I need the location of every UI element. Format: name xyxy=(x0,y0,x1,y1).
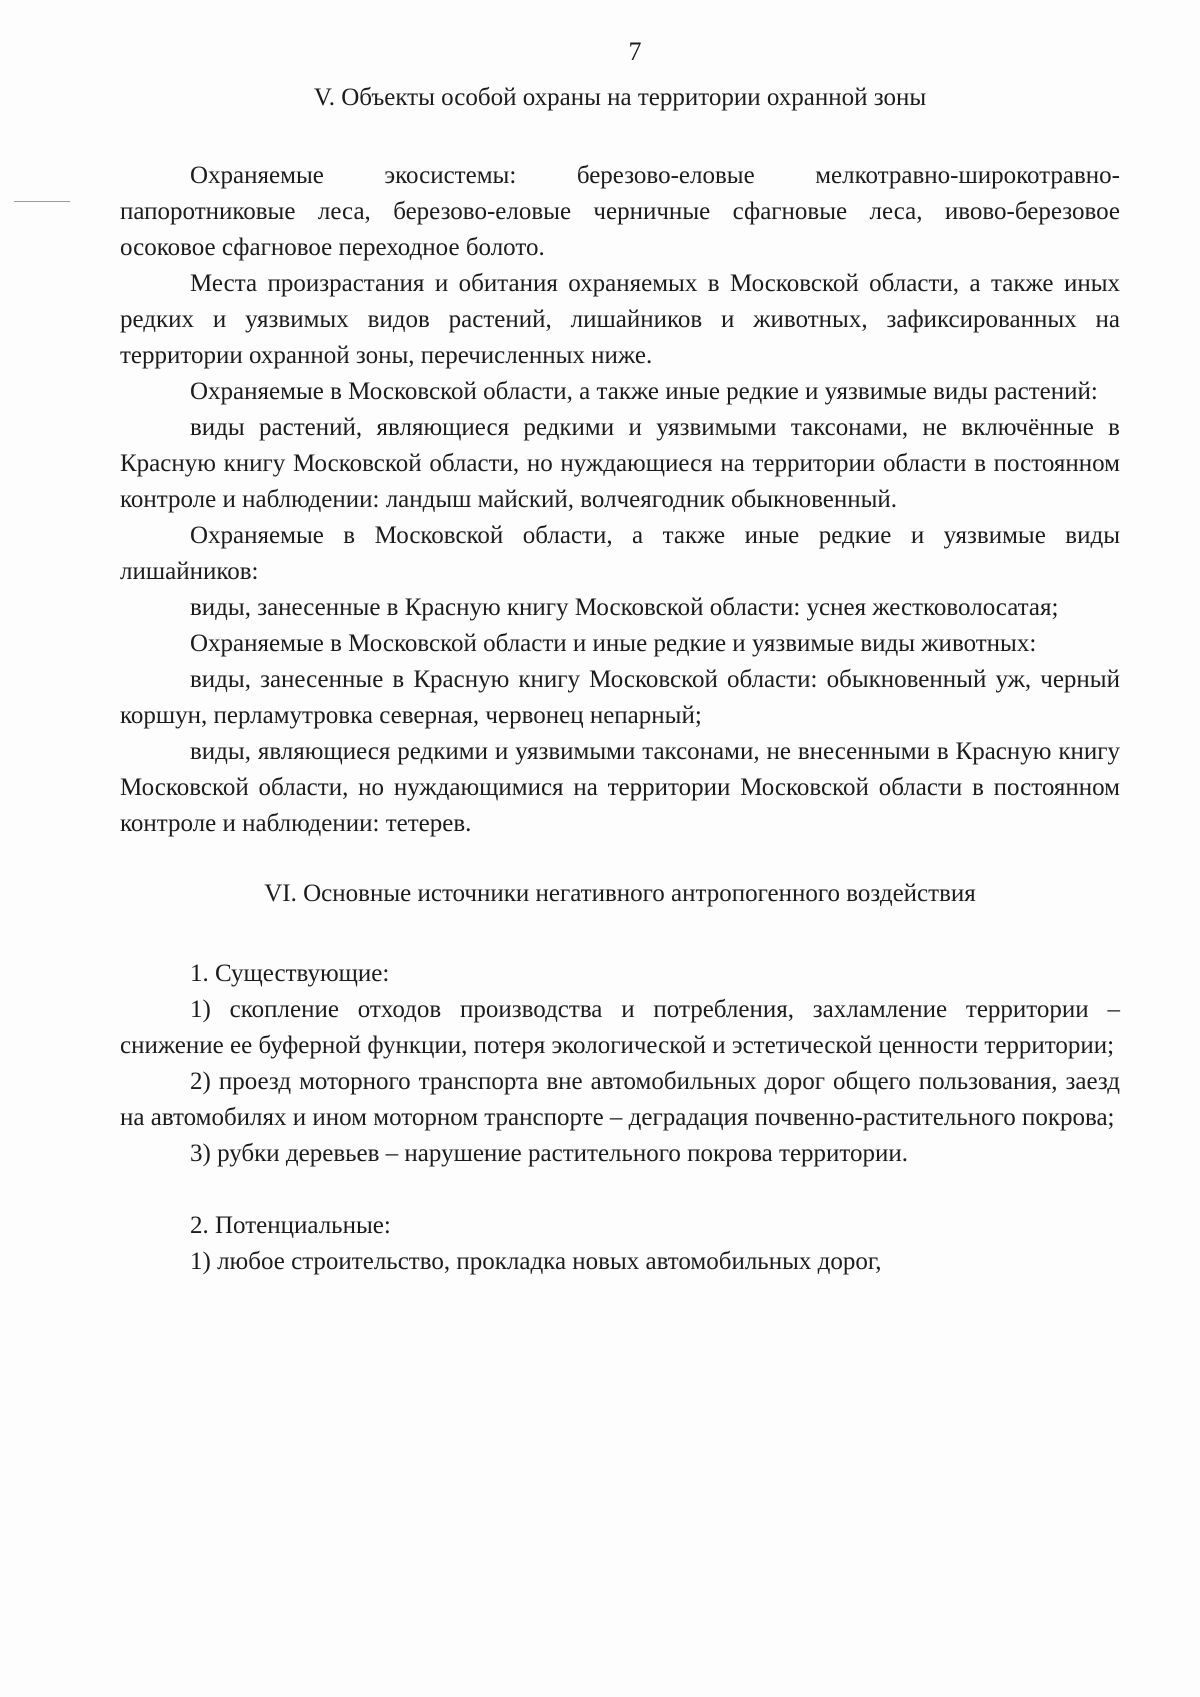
section-5-paragraph: виды растений, являющиеся редкими и уязвимыми таксонами, не включённые в Красную книгу Московской области, но нуждающиеся на территории области в постоянном контроле и наблюдении: ландыш майский, волчеягодник обыкновенный. xyxy=(120,414,1120,513)
potential-source-item: 1) любое строительство, прокладка новых автомобильных дорог, xyxy=(190,1248,882,1275)
scan-artifact-line xyxy=(14,201,70,202)
potential-sources-title: 2. Потенциальные: xyxy=(190,1212,391,1239)
section-5-paragraph: Охраняемые экосистемы: березово-еловые мелкотравно-широкотравно-папоротниковые леса, березово-еловые черничные сфагновые леса, ивово-березовое осоковое сфагновое переходное болото. xyxy=(120,162,1120,261)
section-5-paragraph: Охраняемые в Московской области, а также иные редкие и уязвимые виды лишайников: xyxy=(120,522,1120,585)
section-5-paragraph: Места произрастания и обитания охраняемых в Московской области, а также иных редких и уязвимых видов растений, лишайников и животных, зафиксированных на территории охранной зоны, перечисленных ниже. xyxy=(120,270,1120,369)
existing-source-item: 3) рубки деревьев – нарушение растительного покрова территории. xyxy=(190,1140,909,1167)
section-6-heading: VI. Основные источники негативного антропогенного воздействия xyxy=(264,880,976,907)
page-number: 7 xyxy=(628,37,642,66)
spacer xyxy=(120,1172,1120,1208)
existing-sources-title: 1. Существующие: xyxy=(190,960,390,987)
section-5-paragraph: Охраняемые в Московской области и иные редкие и уязвимые виды животных: xyxy=(190,630,1037,657)
section-5-paragraph: виды, занесенные в Красную книгу Московской области: уснея жестковолосатая; xyxy=(190,594,1059,621)
section-5-paragraph: Охраняемые в Московской области, а также иные редкие и уязвимые виды растений: xyxy=(190,378,1098,405)
section-5-paragraph: виды, занесенные в Красную книгу Московской области: обыкновенный уж, черный коршун, перламутровка северная, червонец непарный; xyxy=(120,666,1120,729)
page-content xyxy=(120,34,1120,1280)
existing-source-item: 1) скопление отходов производства и потребления, захламление территории – снижение ее буферной функции, потеря экологической и эстетической ценности территории; xyxy=(120,996,1120,1059)
section-5-heading: V. Объекты особой охраны на территории охранной зоны xyxy=(313,84,927,111)
existing-source-item: 2) проезд моторного транспорта вне автомобильных дорог общего пользования, заезд на автомобилях и ином моторном транспорте – деградация почвенно-растительного покрова; xyxy=(120,1068,1120,1131)
section-5-paragraph: виды, являющиеся редкими и уязвимыми таксонами, не внесенными в Красную книгу Московской области, но нуждающимися на территории Московской области в постоянном контроле и наблюдении: тетерев. xyxy=(120,738,1120,837)
